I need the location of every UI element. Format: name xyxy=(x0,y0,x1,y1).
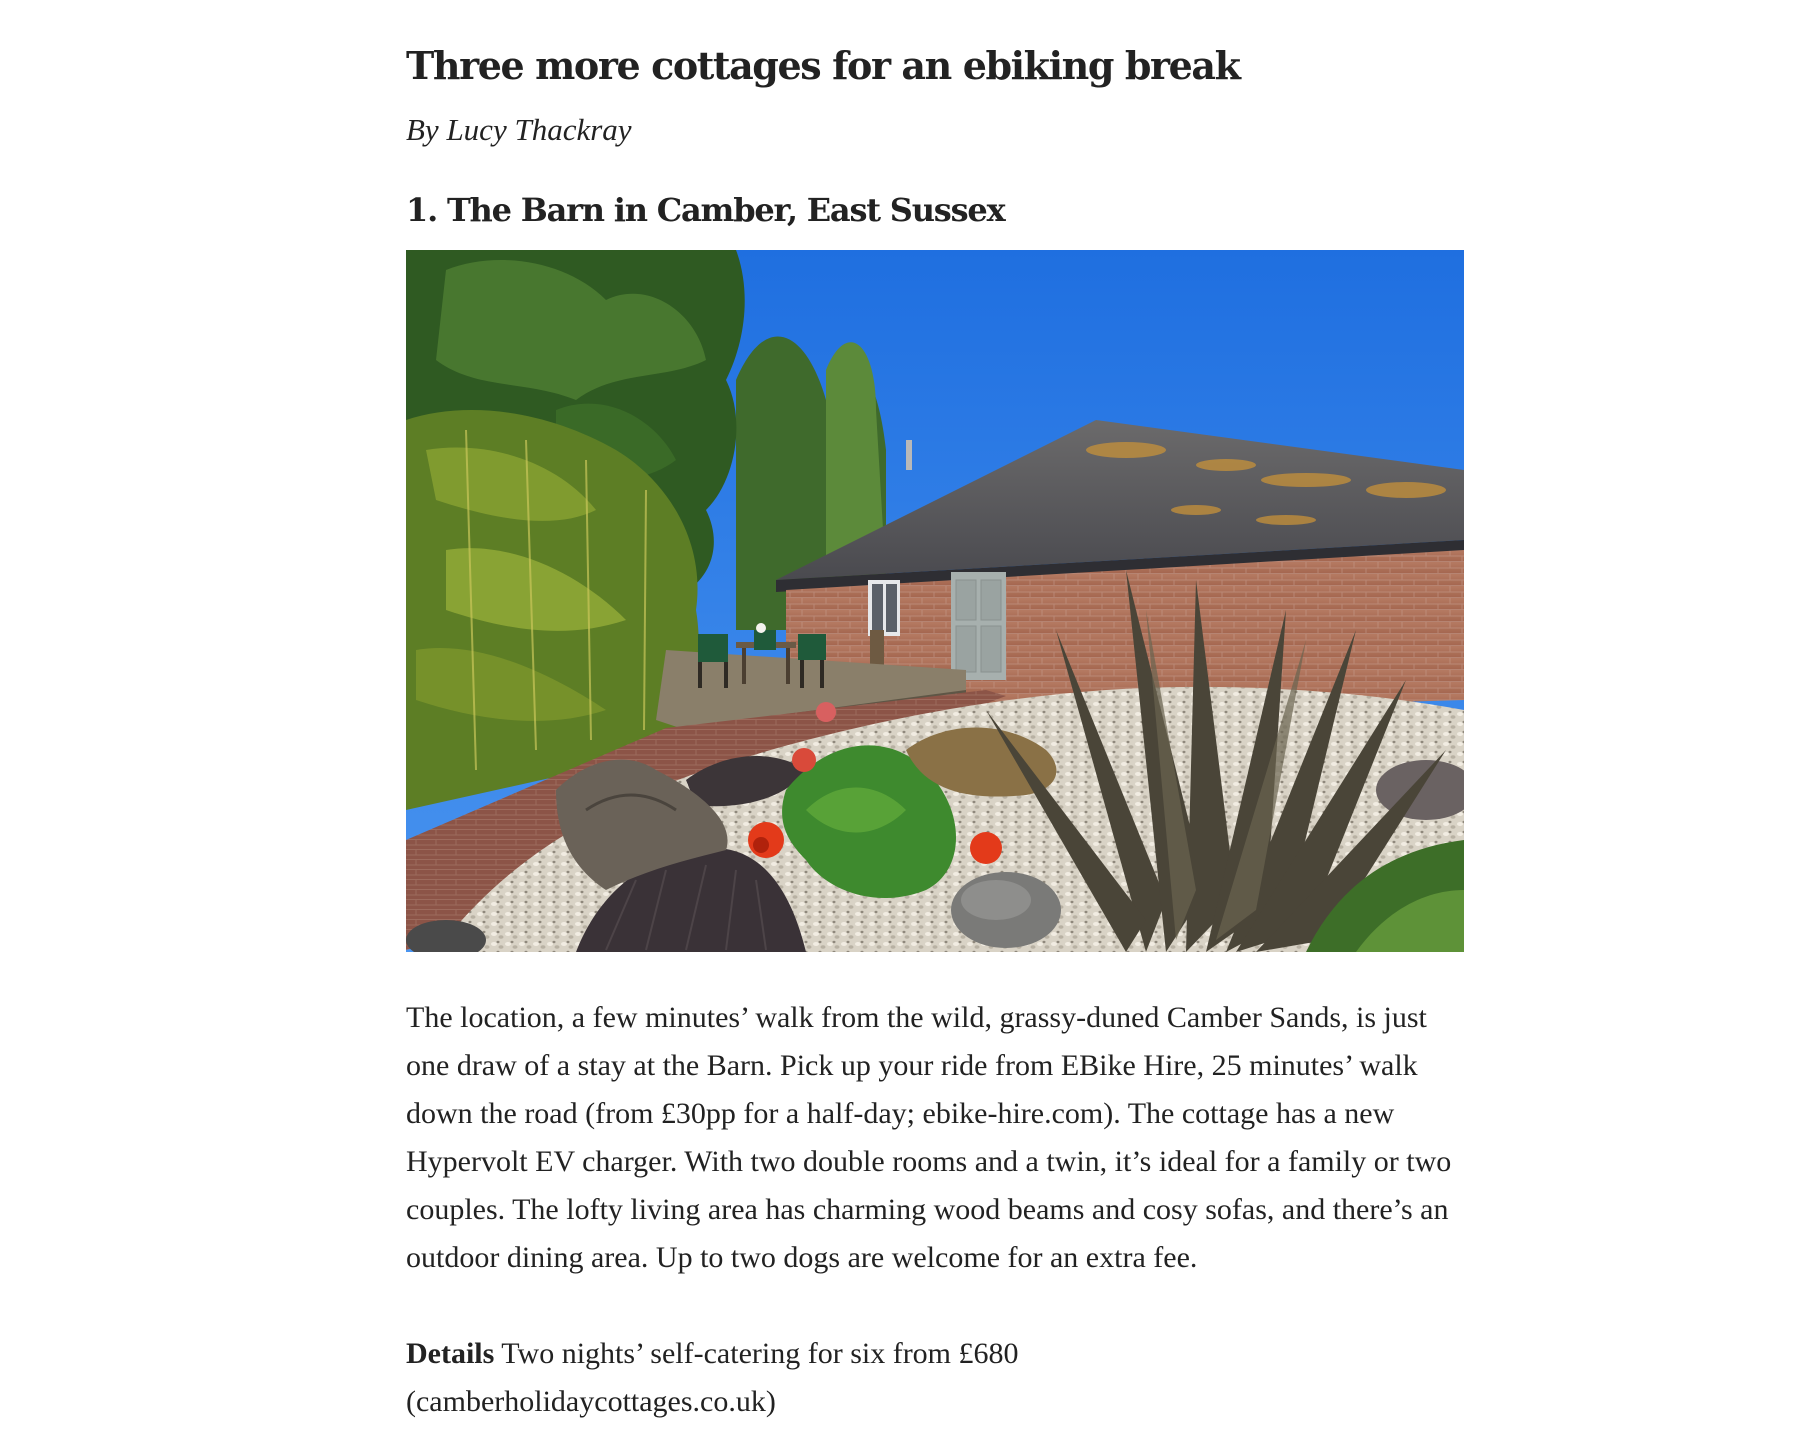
article-byline: By Lucy Thackray xyxy=(406,112,632,147)
barn-photo-illustration xyxy=(406,250,1464,952)
article-headline: Three more cottages for an ebiking break xyxy=(406,43,1240,88)
barn-photo xyxy=(406,250,1464,952)
details-link[interactable]: (camberholidaycottages.co.uk) xyxy=(406,1385,776,1418)
details-line xyxy=(406,1330,1464,1378)
section-body: The location, a few minutes’ walk from the wild, grassy-duned Camber Sands, is just one draw of a stay at the Barn. Pick up your ride from EBike Hire, 25 minutes’ walk down the road (from £30pp for a half-day; ebike-hire.com). The cottage has a new Hypervolt EV charger. With two double rooms and a twin, it’s ideal for a family or two couples. The lofty living area has charming wood beams and cosy sofas, and there’s an outdoor dining area. Up to two dogs are welcome for an extra fee. xyxy=(406,1001,1452,1274)
details-label: Details xyxy=(406,1337,495,1370)
section-heading: 1. The Barn in Camber, East Sussex xyxy=(406,191,1005,229)
details-text: Two nights’ self-catering for six from £680 xyxy=(501,1337,1019,1370)
details-block xyxy=(406,1330,1464,1426)
